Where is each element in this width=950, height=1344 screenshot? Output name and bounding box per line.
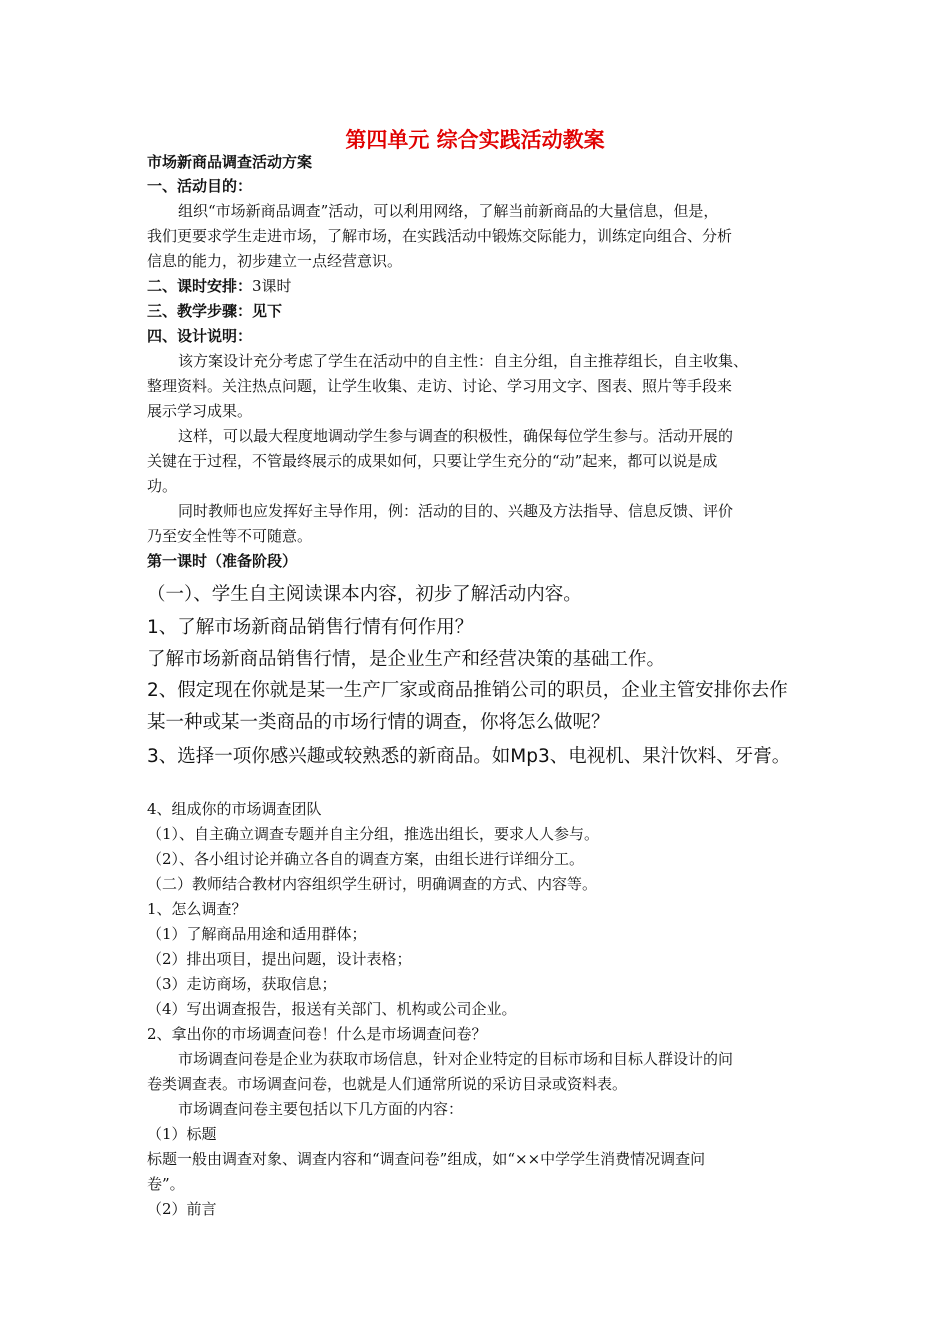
large-text-line: 2、假定现在你就是某一生产厂家或商品推销公司的职员，企业主管安排你去作 bbox=[147, 680, 788, 701]
paragraph-line: 信息的能力，初步建立一点经营意识。 bbox=[147, 252, 403, 270]
questionnaire-heading: 2、拿出你的市场调查问卷！什么是市场调查问卷？ bbox=[147, 1025, 487, 1043]
paragraph-line: 我们更要求学生走进市场，了解市场，在实践活动中锻炼交际能力，训练定向组合、分析 bbox=[147, 227, 733, 245]
schedule-value: 3课时 bbox=[252, 277, 292, 295]
list-item: （3）走访商场，获取信息； bbox=[147, 975, 337, 993]
paragraph-line: 整理资料。关注热点问题，让学生收集、走访、讨论、学习用文字、图表、照片等手段来 bbox=[147, 377, 733, 395]
section-heading-purpose: 一、活动目的： bbox=[147, 177, 253, 195]
paragraph-line: 标题一般由调查对象、调查内容和“调查问卷”组成，如“××中学学生消费情况调查问 bbox=[147, 1150, 706, 1168]
item-heading: （1）标题 bbox=[147, 1125, 217, 1143]
document-title: 第四单元 综合实践活动教案 bbox=[345, 127, 605, 152]
paragraph-line: 关键在于过程，不管最终展示的成果如何，只要让学生充分的“动”起来，都可以说是成 bbox=[147, 452, 718, 470]
plan-title: 市场新商品调查活动方案 bbox=[147, 153, 313, 171]
paragraph-line: 组织“市场新商品调查”活动，可以利用网络，了解当前新商品的大量信息，但是， bbox=[178, 202, 719, 220]
list-item: （1）、自主确立调查专题并自主分组，推选出组长，要求人人参与。 bbox=[147, 825, 600, 843]
paragraph-line: 乃至安全性等不可随意。 bbox=[147, 527, 313, 545]
paragraph-line: 卷类调查表。市场调查问卷，也就是人们通常所说的采访目录或资料表。 bbox=[147, 1075, 628, 1093]
paragraph-line: 同时教师也应发挥好主导作用，例：活动的目的、兴趣及方法指导、信息反馈、评价 bbox=[178, 502, 734, 520]
section-schedule bbox=[147, 276, 292, 296]
paragraph-line: 市场调查问卷是企业为获取市场信息，针对企业特定的目标市场和目标人群设计的问 bbox=[178, 1050, 734, 1068]
large-text-line: 某一种或某一类商品的市场行情的调查，你将怎么做呢？ bbox=[147, 712, 610, 733]
lesson-heading: 第一课时（准备阶段） bbox=[147, 552, 298, 570]
list-item: （1）了解商品用途和适用群体； bbox=[147, 925, 367, 943]
paragraph-line: 功。 bbox=[147, 477, 178, 495]
paragraph-line: 展示学习成果。 bbox=[147, 402, 253, 420]
list-item: （2）、各小组讨论并确立各自的调查方案，由组长进行详细分工。 bbox=[147, 850, 585, 868]
large-text-line: 3、选择一项你感兴趣或较熟悉的新商品。如Mp3、电视机、果汁饮料、牙膏。 bbox=[147, 746, 791, 767]
large-text-line: 1、了解市场新商品销售行情有何作用？ bbox=[147, 617, 474, 638]
paragraph-line: 这样，可以最大程度地调动学生参与调查的积极性，确保每位学生参与。活动开展的 bbox=[178, 427, 734, 445]
team-heading: 4、组成你的市场调查团队 bbox=[147, 800, 322, 818]
part-heading: （二）教师结合教材内容组织学生研讨，明确调查的方式、内容等。 bbox=[147, 875, 598, 893]
section-heading-design: 四、设计说明： bbox=[147, 327, 253, 345]
item-heading: （2）前言 bbox=[147, 1200, 217, 1218]
paragraph-line: 该方案设计充分考虑了学生在活动中的自主性：自主分组，自主推荐组长，自主收集、 bbox=[178, 352, 749, 370]
list-item: （4）写出调查报告，报送有关部门、机构或公司企业。 bbox=[147, 1000, 517, 1018]
paragraph-line: 市场调查问卷主要包括以下几方面的内容： bbox=[178, 1100, 464, 1118]
section-heading-schedule: 二、课时安排： bbox=[147, 277, 253, 295]
large-text-line: （一）、学生自主阅读课本内容，初步了解活动内容。 bbox=[147, 584, 582, 605]
section-heading-steps: 三、教学步骤：见下 bbox=[147, 302, 283, 320]
large-text-line: 了解市场新商品销售行情，是企业生产和经营决策的基础工作。 bbox=[147, 649, 666, 670]
list-item: （2）排出项目，提出问题，设计表格； bbox=[147, 950, 412, 968]
how-heading: 1、怎么调查？ bbox=[147, 900, 247, 918]
paragraph-line: 卷”。 bbox=[147, 1175, 185, 1193]
